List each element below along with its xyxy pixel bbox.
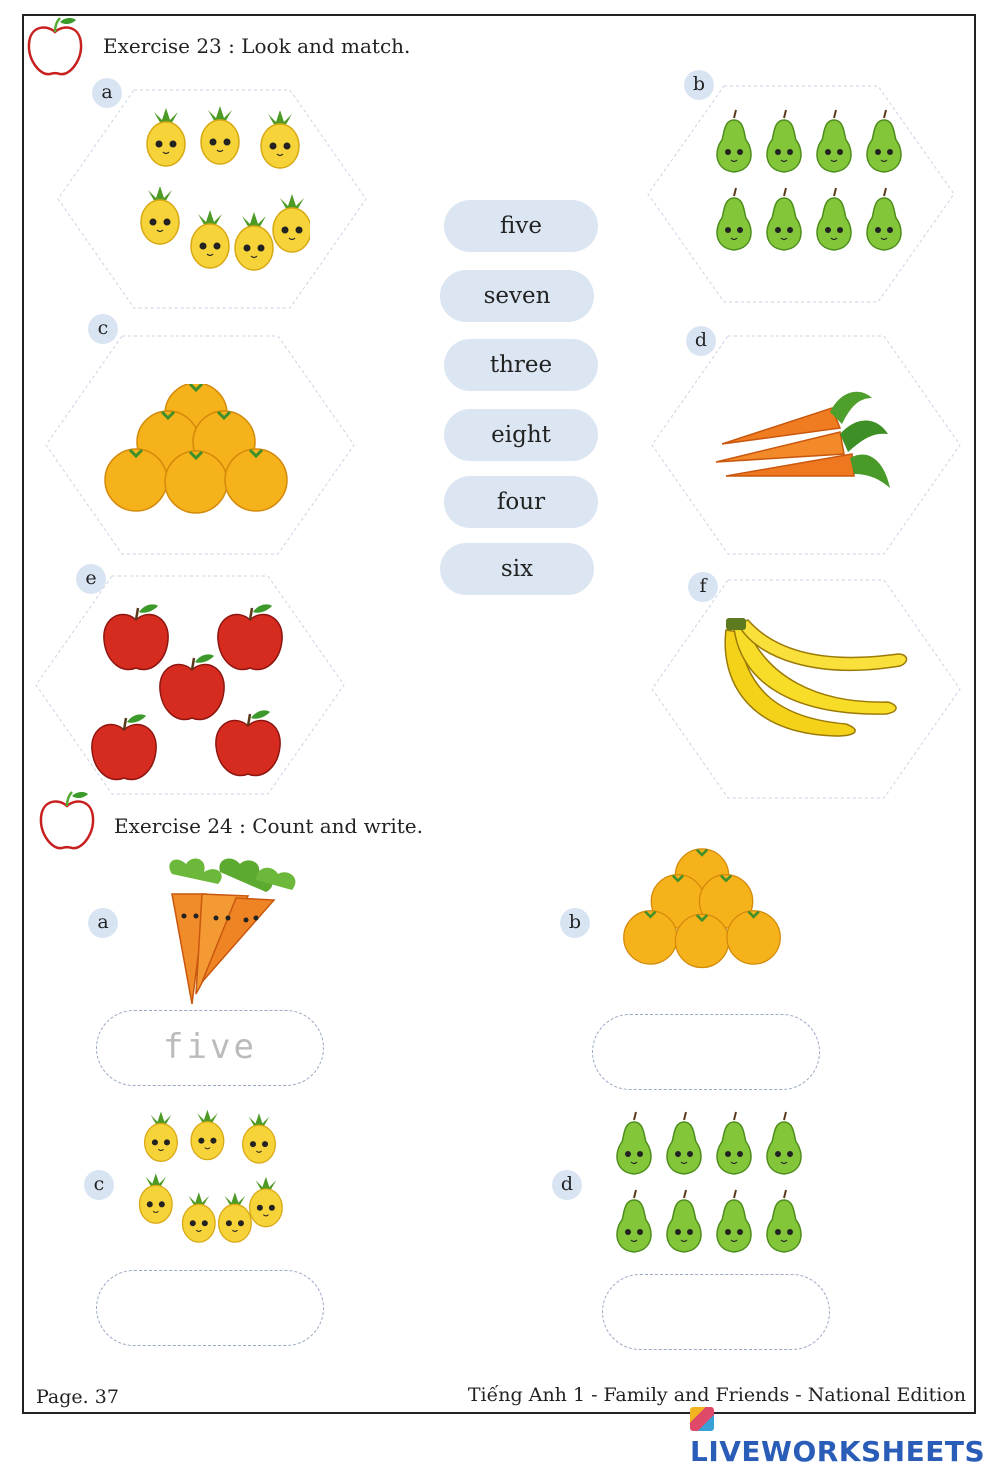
pineapples-picture bbox=[130, 104, 310, 284]
item-label-f: f bbox=[688, 572, 718, 602]
item-label-d: d bbox=[552, 1170, 582, 1200]
item-label-e: e bbox=[76, 564, 106, 594]
item-label-a: a bbox=[88, 908, 118, 938]
brand-text: LIVEWORKSHEETS bbox=[690, 1435, 986, 1468]
item-label-c: c bbox=[88, 314, 118, 344]
pineapples-picture bbox=[130, 1108, 290, 1258]
page-number: Page. 37 bbox=[36, 1386, 119, 1408]
exercise-24-title: Exercise 24 : Count and write. bbox=[114, 814, 424, 838]
apple-outline-icon bbox=[26, 16, 84, 78]
word-option-eight[interactable]: eight bbox=[444, 409, 598, 461]
carrots-picture bbox=[712, 384, 896, 508]
brand-logo bbox=[690, 1402, 990, 1468]
word-option-three[interactable]: three bbox=[444, 339, 598, 391]
word-option-seven[interactable]: seven bbox=[440, 270, 594, 322]
book-title: Tiếng Anh 1 - Family and Friends - National Edition bbox=[467, 1384, 966, 1406]
oranges-picture bbox=[616, 848, 788, 976]
oranges-picture bbox=[96, 384, 296, 524]
answer-field-c[interactable] bbox=[96, 1270, 324, 1346]
item-label-a: a bbox=[92, 78, 122, 108]
pears-picture bbox=[710, 108, 916, 268]
word-option-six[interactable]: six bbox=[440, 543, 594, 595]
word-option-four[interactable]: four bbox=[444, 476, 598, 528]
bananas-picture bbox=[716, 618, 912, 754]
apple-outline-icon bbox=[38, 790, 96, 852]
answer-field-d[interactable] bbox=[602, 1274, 830, 1350]
word-option-five[interactable]: five bbox=[444, 200, 598, 252]
brand-icon bbox=[690, 1407, 714, 1431]
answer-field-b[interactable] bbox=[592, 1014, 820, 1090]
answer-field-a[interactable]: five bbox=[96, 1010, 324, 1086]
carrots-picture bbox=[156, 854, 306, 1010]
item-label-d: d bbox=[686, 326, 716, 356]
item-label-b: b bbox=[560, 908, 590, 938]
pears-picture bbox=[610, 1110, 816, 1270]
exercise-23-title: Exercise 23 : Look and match. bbox=[103, 34, 411, 58]
apples-picture bbox=[84, 600, 294, 790]
item-label-b: b bbox=[684, 70, 714, 100]
item-label-c: c bbox=[84, 1170, 114, 1200]
